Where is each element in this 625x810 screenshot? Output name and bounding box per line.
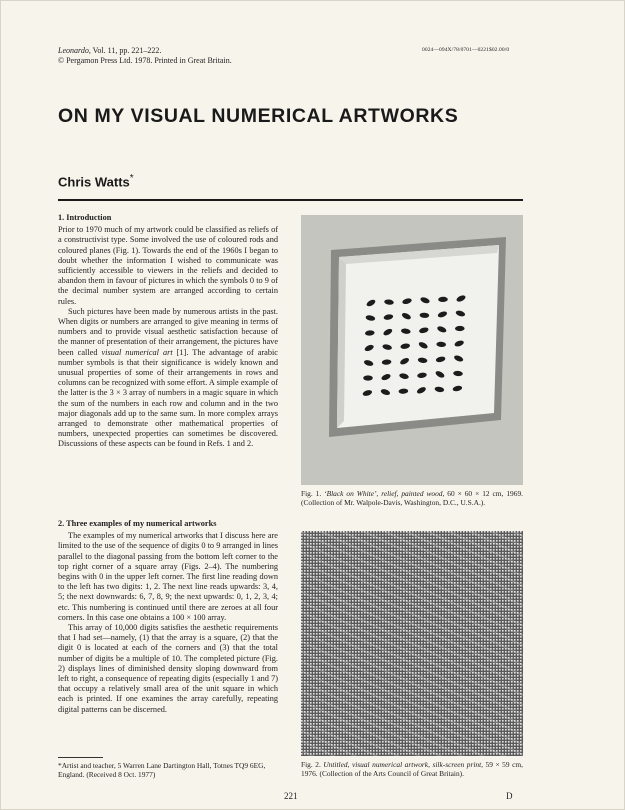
article-title: ON MY VISUAL NUMERICAL ARTWORKS [58,105,459,127]
silkscreen-print [301,531,523,756]
figure-2 [301,531,523,778]
page-number: 221 [284,791,298,801]
author-name-text: Chris Watts [58,174,130,190]
emphasis-term: visual numerical art [101,347,173,357]
author-footnote-mark: * [129,173,134,184]
paragraph: Prior to 1970 much of my artwork could be classified as reliefs of a constructivist type. Some involved the use of coloured rods and coloured planes (Fig. 1). Towards the end of the 1960s I began to doubt whether the information I wished to communicate was sufficiently accessible to viewers in the reliefs and decided to abandon them in favour of pictures in which the symbols 0 to 9 of the decimal number system are arranged according to certain rules. [58,225,278,306]
article-code: 0024—094X/78/0701—0221$02.00/0 [422,47,510,53]
figure-1-caption [301,489,523,507]
journal-volume: , Vol. 11, pp. 221–222. [88,46,162,55]
caption-text: 59 × 59 cm, 1976. (Collection of the Arts Council of Great Britain). [301,760,523,778]
silkscreen-pattern [301,531,523,756]
publisher-line: © Pergamon Press Ltd. 1978. Printed in Great Britain. [58,56,232,65]
caption-title: ‘Black on White’, relief, painted wood, [324,489,445,498]
paragraph-text: [1]. The advantage of arabic number symbols is that their significance is widely known and unusual properties of some of their arrangements in rows and columns can be recognized with some effort. A simple example of the latter is the 3 × 3 array of numbers in a magic square in which the sum of the numbers in each row and column and in the two major diagonals add up to the same sum. In more complex arrays arranged to demonstrate other mathematical properties of numbers, unexpected properties can sometimes be discovered. Discussions of these aspects can be found in Refs. 1 and 2. [58,347,278,449]
relief-peg [363,375,373,380]
author-name [58,173,134,189]
footnote-rule [58,757,103,758]
paragraph-text: Such pictures have been made by numerous artists in the past. When digits or numbers are arranged to give meaning in terms of numbers and to provide visual aesthetic satisfaction because of the manner of presentation of their arrangement, the pictures have been called [58,306,278,357]
footnote-text: *Artist and teacher, 5 Warren Lane Dartington Hall, Totnes TQ9 6EG, England. (Received 8 Oct. 1977) [58,761,266,779]
paragraph: The examples of my numerical artworks that I discuss here are limited to the use of the sequence of digits 0 to 9 arranged in lines parallel to the diagonal passing from the bottom left corner to the top right corner of a square array (Figs. 2–4). The numbering begins with 0 in the upper left corner. The first line reading down to the left has two digits: 1, 2. The next line reads upwards: 3, 4, 5; the next downwards: 6, 7, 8, 9; the next upwards: 0, 1, 2, 3, 4; etc. This numbering is continued until there are zeroes at all four corners. In this case one obtains a 100 × 100 array. [58,531,278,622]
relief-photo [301,215,523,485]
caption-label: Fig. 2. [301,760,324,769]
journal-citation [58,46,232,66]
page-letter: D [506,791,513,801]
section-heading: 1. Introduction [58,213,112,222]
relief-photo-drawing [301,215,523,485]
section-introduction [58,213,278,450]
paragraph [58,307,278,450]
caption-title: Untitled, visual numerical artwork, silk-screen print, [323,760,483,769]
footnote [58,757,280,779]
figure-1 [301,215,523,507]
caption-text: 60 × 60 × 12 cm, 1969. (Collection of Mr. Walpole-Davis, Washington, D.C., U.S.A.). [301,489,523,507]
section-heading: 2. Three examples of my numerical artworks [58,519,217,528]
figure-2-caption [301,760,523,778]
journal-name: Leonardo [58,46,89,55]
caption-label: Fig. 1. [301,489,325,498]
section-examples [58,519,278,715]
paragraph: This array of 10,000 digits satisfies the aesthetic requirements that I had set—namely, (1) that the array is a square, (2) that the digit 0 is located at each of the corners and (3) that the total number of digits be a multiple of 10. The completed picture (Fig. 2) displays lines of diminished density sloping downward from left to right, a consequence of repeating digits (especially 1 and 7) that occupy a relatively small area of the unit square in which each is printed. If one examines the array carefully, repeating digital patterns can be discerned. [58,623,278,714]
title-rule [58,199,523,201]
